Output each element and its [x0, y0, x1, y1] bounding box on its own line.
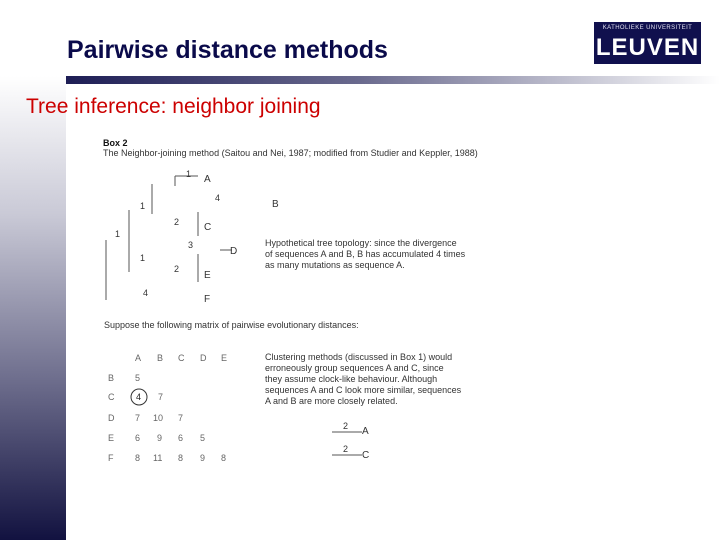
- matrix-cell: 6: [135, 433, 141, 443]
- logo-top-text: KATHOLIEKE UNIVERSITEIT: [602, 25, 693, 31]
- cluster-branch-label: 2: [343, 421, 349, 431]
- branch-length-label: 1: [140, 201, 146, 211]
- matrix-row-label: B: [108, 373, 115, 383]
- taxon-label: D: [230, 246, 238, 257]
- matrix-row-label: D: [108, 413, 115, 423]
- matrix-cell: 4: [136, 392, 142, 402]
- clustering-note-line: A and B are more closely related.: [265, 396, 398, 406]
- matrix-col-header: D: [200, 353, 207, 363]
- matrix-cell: 7: [178, 413, 184, 423]
- clustering-note-line: erroneously group sequences A and C, since: [265, 363, 444, 373]
- topology-note-line: Hypothetical tree topology: since the divergence: [265, 238, 457, 248]
- cluster-taxon-label: A: [362, 426, 369, 437]
- matrix-row-label: C: [108, 392, 115, 402]
- box-label: Box 2: [103, 138, 128, 148]
- matrix-cell: 5: [135, 373, 141, 383]
- branch-length-label: 2: [174, 217, 180, 227]
- matrix-cell: 6: [178, 433, 184, 443]
- matrix-cell: 7: [135, 413, 141, 423]
- branch-length-label: 1: [186, 169, 192, 179]
- taxon-label: F: [204, 294, 211, 305]
- branch-length-label: 1: [115, 229, 121, 239]
- cluster-taxon-label: C: [362, 450, 370, 461]
- branch-length-label: 4: [215, 193, 221, 203]
- matrix-cell: 11: [153, 453, 163, 463]
- taxon-label: B: [272, 199, 279, 210]
- matrix-col-header: A: [135, 353, 142, 363]
- cluster-branch-label: 2: [343, 444, 349, 454]
- matrix-col-header: B: [157, 353, 164, 363]
- matrix-row-label: E: [108, 433, 115, 443]
- matrix-col-header: C: [178, 353, 185, 363]
- matrix-cell: 7: [158, 392, 164, 402]
- clustering-note-line: they assume clock-like behaviour. Although: [265, 374, 438, 384]
- branch-length-label: 4: [143, 288, 149, 298]
- taxon-label: E: [204, 270, 211, 281]
- branch-length-label: 1: [140, 253, 146, 263]
- figure-caption: The Neighbor-joining method (Saitou and Nei, 1987; modified from Studier and Keppler, 1988): [103, 148, 478, 158]
- matrix-cell: 8: [135, 453, 141, 463]
- topology-note-line: of sequences A and B, B has accumulated 4 times: [265, 249, 466, 259]
- matrix-col-header: E: [221, 353, 228, 363]
- clustering-note-line: sequences A and C look more similar, sequences: [265, 385, 462, 395]
- taxon-label: C: [204, 222, 212, 233]
- matrix-cell: 10: [153, 413, 164, 423]
- matrix-intro: Suppose the following matrix of pairwise evolutionary distances:: [104, 320, 359, 330]
- clustering-note-line: Clustering methods (discussed in Box 1) would: [265, 352, 453, 362]
- matrix-cell: 9: [157, 433, 163, 443]
- branch-length-label: 2: [174, 264, 180, 274]
- slide-subtitle: Tree inference: neighbor joining: [26, 95, 321, 118]
- matrix-row-label: F: [108, 453, 114, 463]
- taxon-label: A: [204, 174, 211, 185]
- matrix-cell: 5: [200, 433, 206, 443]
- matrix-cell: 8: [221, 453, 227, 463]
- topology-note-line: as many mutations as sequence A.: [265, 260, 405, 270]
- slide-title: Pairwise distance methods: [67, 36, 388, 64]
- branch-length-label: 3: [188, 240, 194, 250]
- matrix-cell: 9: [200, 453, 206, 463]
- matrix-cell: 8: [178, 453, 184, 463]
- logo-main-text: LEUVEN: [595, 34, 700, 61]
